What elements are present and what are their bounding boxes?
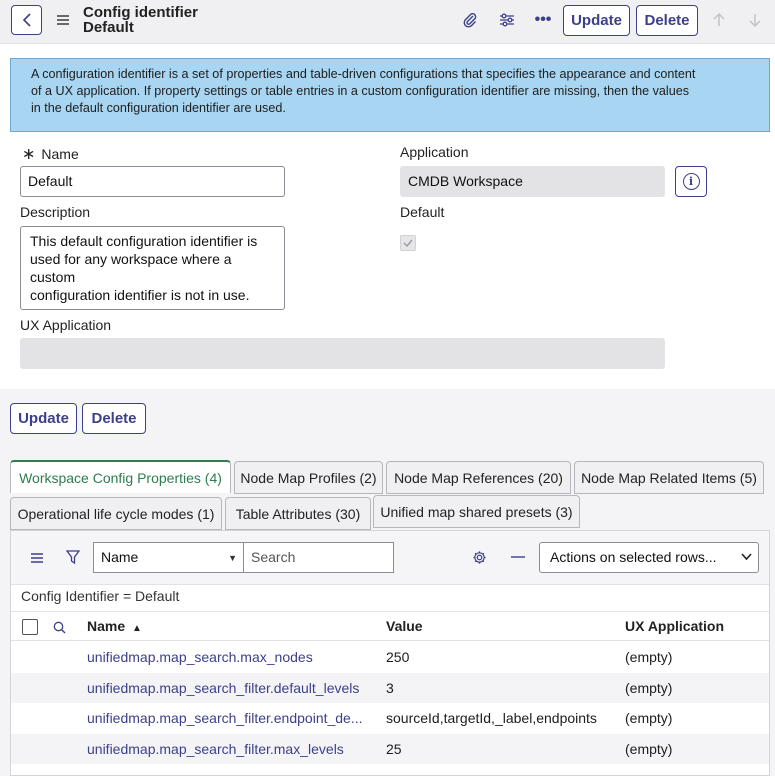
ux-application-label: UX Application (20, 317, 112, 333)
name-field[interactable]: Default (20, 166, 285, 197)
column-header-name-text: Name (87, 618, 126, 634)
actions-select[interactable] (539, 542, 759, 573)
sort-ascending-icon: ▲ (132, 623, 142, 634)
list-toolbar (11, 531, 769, 585)
tab-workspace-config-properties[interactable]: Workspace Config Properties (4) (10, 460, 231, 493)
row-ux-application: (empty) (625, 649, 673, 665)
back-button[interactable] (11, 5, 42, 35)
table-row[interactable] (11, 734, 769, 764)
tab-node-map-profiles[interactable]: Node Map Profiles (2) (234, 461, 383, 494)
ux-application-field[interactable] (20, 338, 665, 369)
row-value: 3 (386, 680, 394, 696)
select-all-checkbox[interactable] (22, 619, 38, 635)
tab-node-map-references[interactable]: Node Map References (20) (386, 461, 571, 494)
row-ux-application: (empty) (625, 680, 673, 696)
tab-unified-map-shared-presets[interactable]: Unified map shared presets (3) (373, 495, 580, 528)
form-delete-button[interactable]: Delete (82, 403, 146, 434)
table-row[interactable] (11, 642, 769, 672)
search-field-select[interactable] (93, 542, 244, 573)
description-line: configuration identifier is not in use. (30, 287, 250, 303)
list-search-input[interactable]: Search (244, 542, 394, 573)
required-marker: ∗ (22, 146, 36, 163)
title-table-name: Config identifier (83, 4, 198, 21)
info-line: of a UX application. If property settings or table entries in a custom configuration identifier are missing, then the values (31, 84, 690, 98)
tab-table-attributes[interactable]: Table Attributes (30) (225, 497, 371, 530)
header-delete-button[interactable]: Delete (636, 5, 698, 36)
description-field[interactable] (20, 226, 285, 310)
column-header-name[interactable] (87, 618, 142, 634)
ellipsis-icon[interactable]: ••• (534, 11, 552, 28)
default-label: Default (400, 204, 445, 220)
gear-icon[interactable] (470, 548, 488, 566)
row-value: sourceId,targetId,_label,endpoints (386, 710, 597, 726)
actions-select-value: Actions on selected rows... (550, 549, 717, 565)
row-value: 25 (386, 741, 402, 757)
arrow-down-icon[interactable] (745, 9, 765, 31)
application-label: Application (400, 144, 469, 160)
description-line: This default configuration identifier is (30, 233, 258, 249)
list-header-row (11, 611, 769, 641)
form-update-button[interactable]: Update (10, 403, 77, 434)
column-header-ux-application[interactable]: UX Application (625, 618, 725, 634)
search-field-value: Name (101, 549, 139, 565)
magnifier-icon[interactable] (51, 619, 67, 635)
table-row[interactable] (11, 703, 769, 733)
check-icon (403, 239, 413, 247)
tab-node-map-related-items[interactable]: Node Map Related Items (5) (574, 461, 764, 494)
filter-breadcrumb[interactable]: Config Identifier = Default (21, 588, 180, 604)
funnel-icon[interactable] (64, 548, 82, 566)
caret-down-icon: ▼ (228, 553, 237, 563)
paperclip-icon[interactable] (458, 9, 482, 31)
info-message (10, 58, 770, 132)
info-line: A configuration identifier is a set of properties and table-driven configurations that specifies the appearance and content (31, 67, 696, 81)
description-label: Description (20, 204, 91, 220)
application-field[interactable]: CMDB Workspace (400, 166, 665, 197)
related-list (10, 530, 770, 776)
name-label-text: Name (41, 146, 79, 162)
tab-operational-life-cycle-modes[interactable]: Operational life cycle modes (1) (10, 497, 222, 530)
row-value: 250 (386, 649, 410, 665)
row-name-link[interactable]: unifiedmap.map_search_filter.default_levels (87, 680, 360, 696)
description-line: used for any workspace where a custom (30, 251, 232, 285)
row-name-link[interactable]: unifiedmap.map_search_filter.max_levels (87, 741, 344, 757)
row-ux-application: (empty) (625, 741, 673, 757)
form-body (0, 44, 775, 389)
row-name-link[interactable]: unifiedmap.map_search_filter.endpoint_de... (87, 710, 363, 726)
default-checkbox[interactable] (400, 235, 416, 251)
sliders-icon[interactable] (495, 9, 519, 31)
arrow-up-icon[interactable] (709, 9, 729, 31)
header-update-button[interactable]: Update (563, 5, 630, 36)
page-title (83, 5, 198, 35)
hamburger-icon[interactable] (55, 11, 71, 29)
info-icon: i (683, 173, 700, 190)
title-record-name: Default (83, 19, 134, 36)
column-header-value[interactable]: Value (386, 618, 423, 634)
chevron-left-icon (22, 13, 32, 27)
name-label (22, 144, 79, 164)
info-line: in the default configuration identifier are used. (31, 101, 286, 115)
application-info-button[interactable] (675, 166, 707, 197)
minus-icon[interactable] (509, 548, 527, 566)
chevron-down-icon (741, 553, 752, 561)
form-header (0, 0, 775, 44)
row-ux-application: (empty) (625, 710, 673, 726)
list-menu-icon[interactable] (28, 549, 46, 567)
table-row[interactable] (11, 673, 769, 703)
row-name-link[interactable]: unifiedmap.map_search.max_nodes (87, 649, 313, 665)
